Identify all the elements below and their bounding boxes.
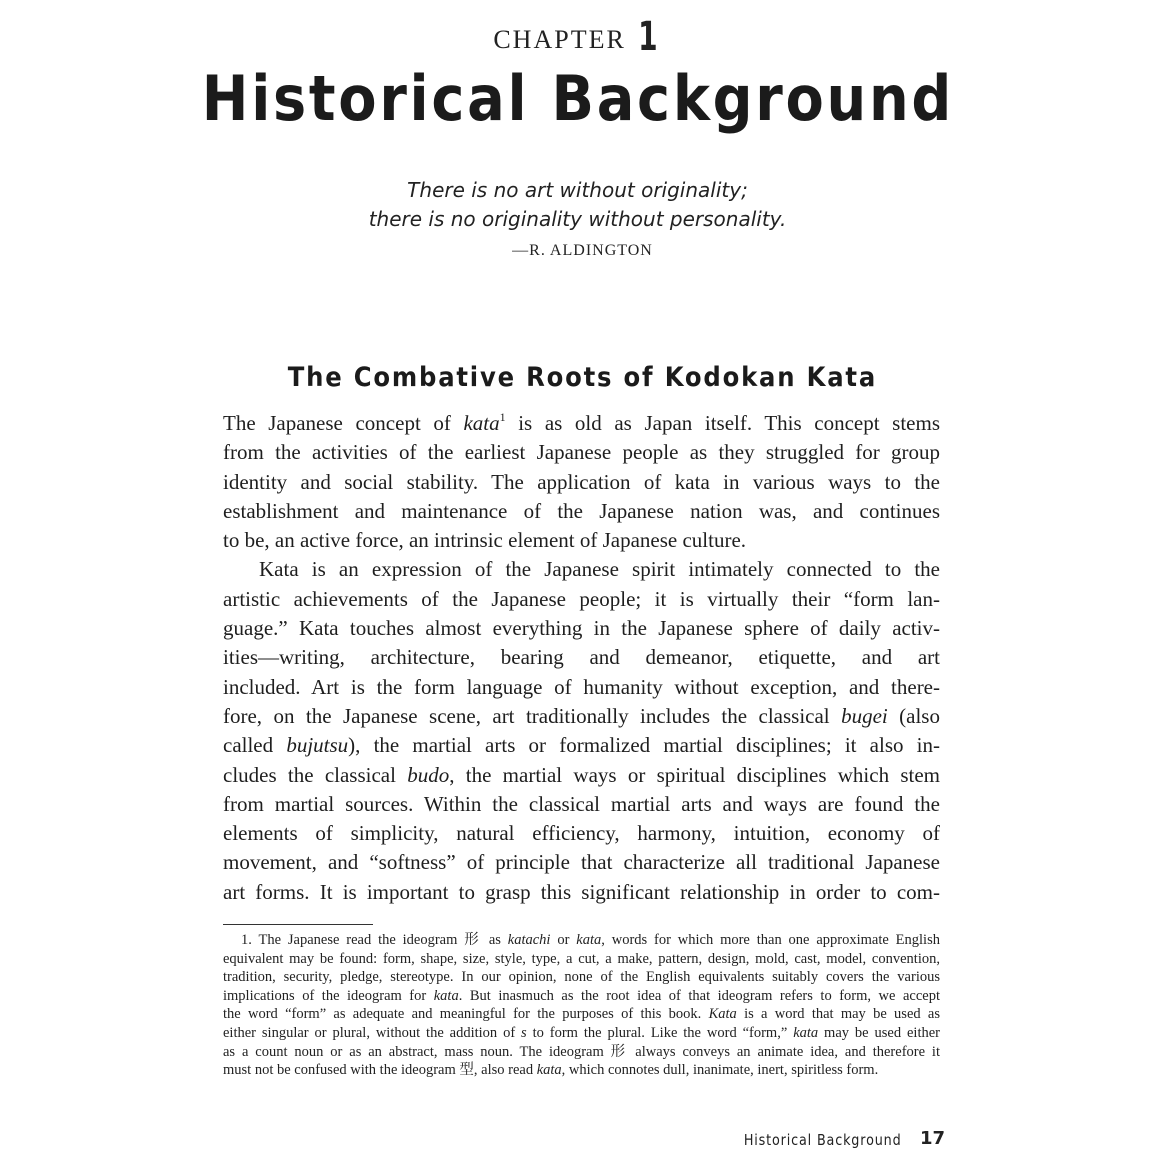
italic-term: budo: [407, 762, 450, 787]
text-line: to be, an active force, an intrinsic element of Japanese culture.: [223, 528, 747, 553]
paragraph: [223, 409, 940, 555]
footnote: [223, 931, 940, 1080]
paragraph: [223, 555, 940, 907]
footnote-divider: [223, 924, 373, 925]
footnote-line: must not be confused with the ideogram 型, also read kata, which connotes dull, inanimate, inert, spiritless form.: [223, 1062, 879, 1079]
text-line: from martial sources. Within the classical martial arts and ways are found the: [223, 791, 940, 816]
text-line: identity and social stability. The application of kata in various ways to the: [223, 469, 940, 494]
text-line: elements of simplicity, natural efficiency, harmony, intuition, economy of: [223, 821, 940, 846]
text-line: fore, on the Japanese scene, art traditionally includes the classical bugei (also: [223, 703, 940, 728]
page-number: 17: [920, 1128, 946, 1149]
body-text: [223, 409, 940, 907]
text-line: movement, and “softness” of principle that characterize all traditional Japanese: [223, 850, 940, 875]
footnote-line: as a count noun or as an abstract, mass noun. The ideogram 形 always conveys an animate idea, and therefore it: [223, 1043, 940, 1060]
footnote-line: equivalent may be found: form, shape, size, style, type, a cut, a make, pattern, design, mold, cast, model, convention,: [223, 950, 940, 967]
section-heading: [0, 362, 1155, 393]
text-line: The Japanese concept of kata$^1$ is as old as Japan itself. This concept stems: [223, 410, 940, 435]
footnote-line: the word “form” as adequate and meaningful for the purposes of this book. Kata is a word that may be used as: [223, 1006, 940, 1023]
text-line: from the activities of the earliest Japanese people as they struggled for group: [223, 440, 940, 465]
section-heading-text: The Combative Roots of Kodokan Kata: [287, 362, 878, 393]
chapter-title: [0, 62, 1155, 135]
text-line: guage.” Kata touches almost everything in the Japanese sphere of daily activ-: [223, 616, 940, 641]
text-line: called bujutsu), the martial arts or formalized martial disciplines; it also in-: [223, 733, 940, 758]
italic-term: bugei: [841, 703, 888, 728]
footnote-line: 1. The Japanese read the ideogram 形 as katachi or kata, words for which more than one approximate English: [241, 932, 940, 948]
text-line: ities—writing, architecture, bearing and demeanor, etiquette, and art: [223, 645, 940, 670]
footnote-reference[interactable]: 1: [499, 410, 506, 424]
text-line: cludes the classical budo, the martial ways or spiritual disciplines which stem: [223, 762, 940, 787]
epigraph: [0, 176, 1155, 234]
text-line: included. Art is the form language of humanity without exception, and there-: [223, 674, 940, 699]
chapter-title-text: Historical Background: [201, 62, 954, 135]
footnote-line: tradition, security, pledge, stereotype. In our opinion, none of the English equivalents suitably covers the various: [223, 969, 940, 986]
chapter-number: 1: [637, 14, 658, 60]
running-title: Historical Background: [744, 1131, 902, 1149]
italic-term: kata: [463, 411, 500, 435]
text-line: art forms. It is important to grasp this significant relationship in order to com-: [223, 879, 940, 904]
text-line: artistic achievements of the Japanese people; it is virtually their “form lan-: [223, 586, 940, 611]
epigraph-line: There is no art without originality;: [407, 178, 748, 202]
chapter-label: [0, 14, 1155, 60]
epigraph-line: there is no originality without personality.: [368, 207, 787, 231]
text-line: establishment and maintenance of the Japanese nation was, and continues: [223, 498, 940, 523]
text-line: Kata is an expression of the Japanese spirit intimately connected to the: [259, 557, 940, 582]
epigraph-attribution: —R. ALDINGTON: [512, 242, 653, 259]
footnote-line: implications of the ideogram for kata. But inasmuch as the root idea of that ideogram refers to form, we accept: [223, 987, 940, 1004]
running-footer: [716, 1131, 902, 1149]
italic-term: bujutsu: [286, 733, 349, 758]
chapter-word: CHAPTER: [493, 25, 626, 54]
footnote-line: either singular or plural, without the addition of s to form the plural. Like the word “form,” kata may be used either: [223, 1024, 940, 1041]
